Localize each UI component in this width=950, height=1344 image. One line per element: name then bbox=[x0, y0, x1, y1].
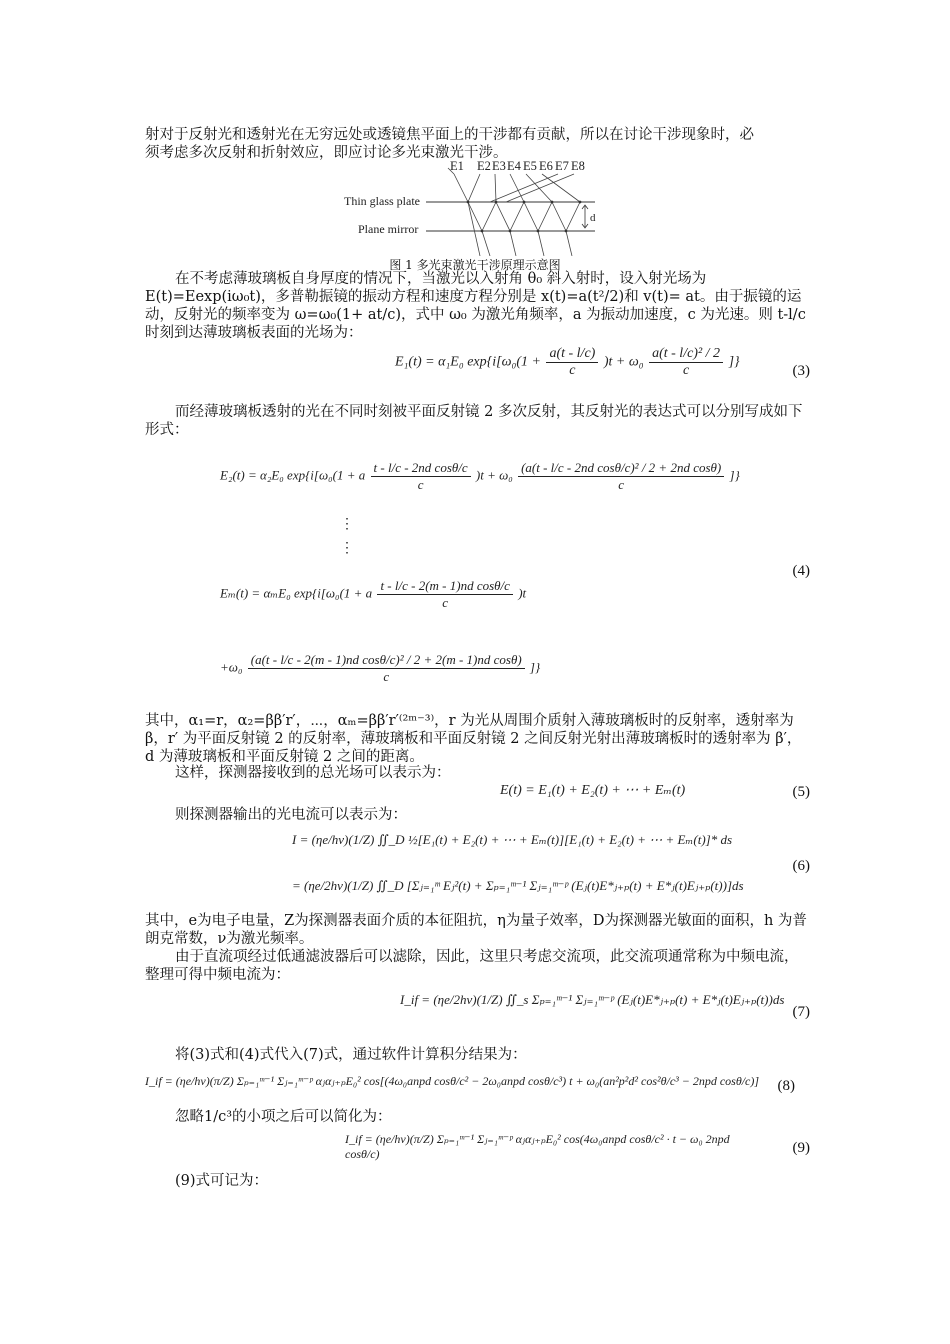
equation-8-number: (8) bbox=[777, 1078, 795, 1094]
paragraph-2: 而经薄玻璃板透射的光在不同时刻被平面反射镜 2 多次反射，其反射光的表达式可以分别写成如下形式： bbox=[145, 404, 803, 438]
label-e1: E1 bbox=[450, 160, 464, 173]
paragraph-4: 这样，探测器接收到的总光场可以表示为： bbox=[175, 765, 451, 781]
paragraph-6: 其中，e为电子电量，Z为探测器表面介质的本征阻抗，η为量子效率，D为探测器光敏面的面积，h 为普朗克常数，ν为激光频率。 bbox=[145, 913, 807, 947]
plate-label: Thin glass plate bbox=[344, 194, 420, 208]
d-label: d bbox=[590, 212, 596, 224]
paragraph-3: 其中，α₁=r，α₂=ββ′r′，⋯，αₘ=ββ′r′⁽²ᵐ⁻³⁾，r 为光从周围介质射入薄玻璃板时的反射率，透射率为 β，r′ 为平面反射镜 2 的反射率，薄玻璃板和平面反射镜 2 之间反射光射出薄玻璃板时的透射率为 β′，d 为薄玻璃板和平面反射镜 2 之间的距离。 bbox=[145, 713, 802, 765]
equation-7-number: (7) bbox=[792, 1004, 810, 1020]
label-e7: E7 bbox=[555, 160, 569, 173]
equation-8: I_if = (ηe/hν)(π/Z) Σₚ₌₁ᵐ⁻¹ Σⱼ₌₁ᵐ⁻ᵖ αⱼαⱼ₊ₚE₀² cos[(4ω₀anpd cosθ/c² − 2ω₀anpd cosθ/c³) t + ω₀(an²p²d² cos²θ/c³ − 2npd cosθ/c)] bbox=[145, 1074, 760, 1088]
intro-line-2: 须考虑多次反射和折射效应，即应讨论多光束激光干涉。 bbox=[145, 145, 508, 161]
equation-9: I_if = (ηe/hν)(π/Z) Σₚ₌₁ᵐ⁻¹ Σⱼ₌₁ᵐ⁻ᵖ αⱼαⱼ₊ₚE₀² cos(4ω₀anpd cosθ/c² · t − ω₀ 2npd cosθ/c) bbox=[345, 1132, 730, 1161]
paragraph-5: 则探测器输出的光电流可以表示为： bbox=[175, 807, 407, 823]
intro-line-1: 射对于反射光和透射光在无穷远处或透镜焦平面上的干涉都有贡献，所以在讨论干涉现象时，必 bbox=[145, 127, 754, 143]
label-e8: E8 bbox=[571, 160, 585, 173]
paragraph-1: 在不考虑薄玻璃板自身厚度的情况下，当激光以入射角 θ₀ 斜入射时，设入射光场为 E(t)=Eexp(iω₀t)，多普勒振镜的振动方程和速度方程分别是 x(t)=a(t²/2)和 v(t)= at。由于振镜的运动，反射光的频率变为 ω=ω₀(1+ at/c)，式中 ω₀ 为激光角频率，a 为振动加速度，c 为光速。则 t-l/c 时刻到达薄玻璃板表面的光场为： bbox=[145, 271, 806, 341]
equation-3-number: (3) bbox=[792, 363, 810, 379]
equation-dots-2: ⋮ bbox=[340, 541, 354, 556]
equation-4c: +ω₀ $\frac{\text{(a(t - l/c - 2(m - 1)nd cosθ/c)² / 2 + 2(m - 1)nd cosθ)}}{c}$ ]} bbox=[220, 652, 541, 684]
label-e3: E3 bbox=[492, 160, 506, 173]
mirror-label: Plane mirror bbox=[358, 222, 419, 236]
equation-6a: I = (ηe/hν)(1/Z) ∬_D ½[E₁(t) + E₂(t) + ⋯ + Eₘ(t)][E₁(t) + E₂(t) + ⋯ + Eₘ(t)]* ds bbox=[292, 832, 733, 847]
label-e2: E2 bbox=[477, 160, 491, 173]
label-e4: E4 bbox=[507, 160, 521, 173]
equation-6b: = (ηe/2hν)(1/Z) ∬_D [Σⱼ₌₁ᵐ Eⱼ²(t) + Σₚ₌₁ᵐ⁻¹ Σⱼ₌₁ᵐ⁻ᵖ (Eⱼ(t)E*ⱼ₊ₚ(t) + E*ⱼ(t)Eⱼ₊ₚ(t))]ds bbox=[292, 878, 744, 893]
equation-7: I_if = (ηe/2hν)(1/Z) ∬_s Σₚ₌₁ᵐ⁻¹ Σⱼ₌₁ᵐ⁻ᵖ (Eⱼ(t)E*ⱼ₊ₚ(t) + E*ⱼ(t)Eⱼ₊ₚ(t))ds bbox=[400, 992, 785, 1007]
label-e6: E6 bbox=[539, 160, 553, 173]
equation-9-number: (9) bbox=[792, 1140, 810, 1156]
figure-1-diagram bbox=[330, 160, 620, 256]
paragraph-10: (9)式可记为： bbox=[175, 1173, 269, 1189]
paragraph-7: 由于直流项经过低通滤波器后可以滤除，因此，这里只考虑交流项，此交流项通常称为中频电流，整理可得中频电流为： bbox=[145, 949, 799, 983]
paragraph-9: 忽略1/c³的小项之后可以简化为： bbox=[175, 1109, 392, 1125]
equation-4a: E₂(t) = α₂E₀ exp{i[ω₀(1 + a $\frac{\text{t - l/c - 2nd cosθ/c}}{c}$ )t + ω₀ $\frac{\text{(a(t - l/c - 2nd cosθ/c)² / 2 + 2nd cosθ)}}{c}$ ]} bbox=[220, 460, 740, 492]
equation-6-number: (6) bbox=[792, 858, 810, 874]
figure-caption: 图 1 多光束激光干涉原理示意图 bbox=[389, 258, 561, 272]
equation-4b: Eₘ(t) = αₘE₀ exp{i[ω₀(1 + a $\frac{\text{t - l/c - 2(m - 1)nd cosθ/c}}{c}$ )t bbox=[220, 578, 527, 610]
paragraph-8: 将(3)式和(4)式代入(7)式，通过软件计算积分结果为： bbox=[175, 1047, 527, 1063]
equation-5-number: (5) bbox=[792, 784, 810, 800]
equation-4-number: (4) bbox=[792, 563, 810, 579]
equation-5: E(t) = E₁(t) + E₂(t) + ⋯ + Eₘ(t) bbox=[500, 783, 686, 798]
equation-3: E₁(t) = α₁E₀ exp{i[ω₀(1 + $\frac{a(t - l/c)}{c}$ )t + ω₀ $\frac{\text{a(t - l/c)² / 2}}{c}$ ]} bbox=[395, 346, 740, 378]
label-e5: E5 bbox=[523, 160, 537, 173]
equation-dots-1: ⋮ bbox=[340, 517, 354, 532]
